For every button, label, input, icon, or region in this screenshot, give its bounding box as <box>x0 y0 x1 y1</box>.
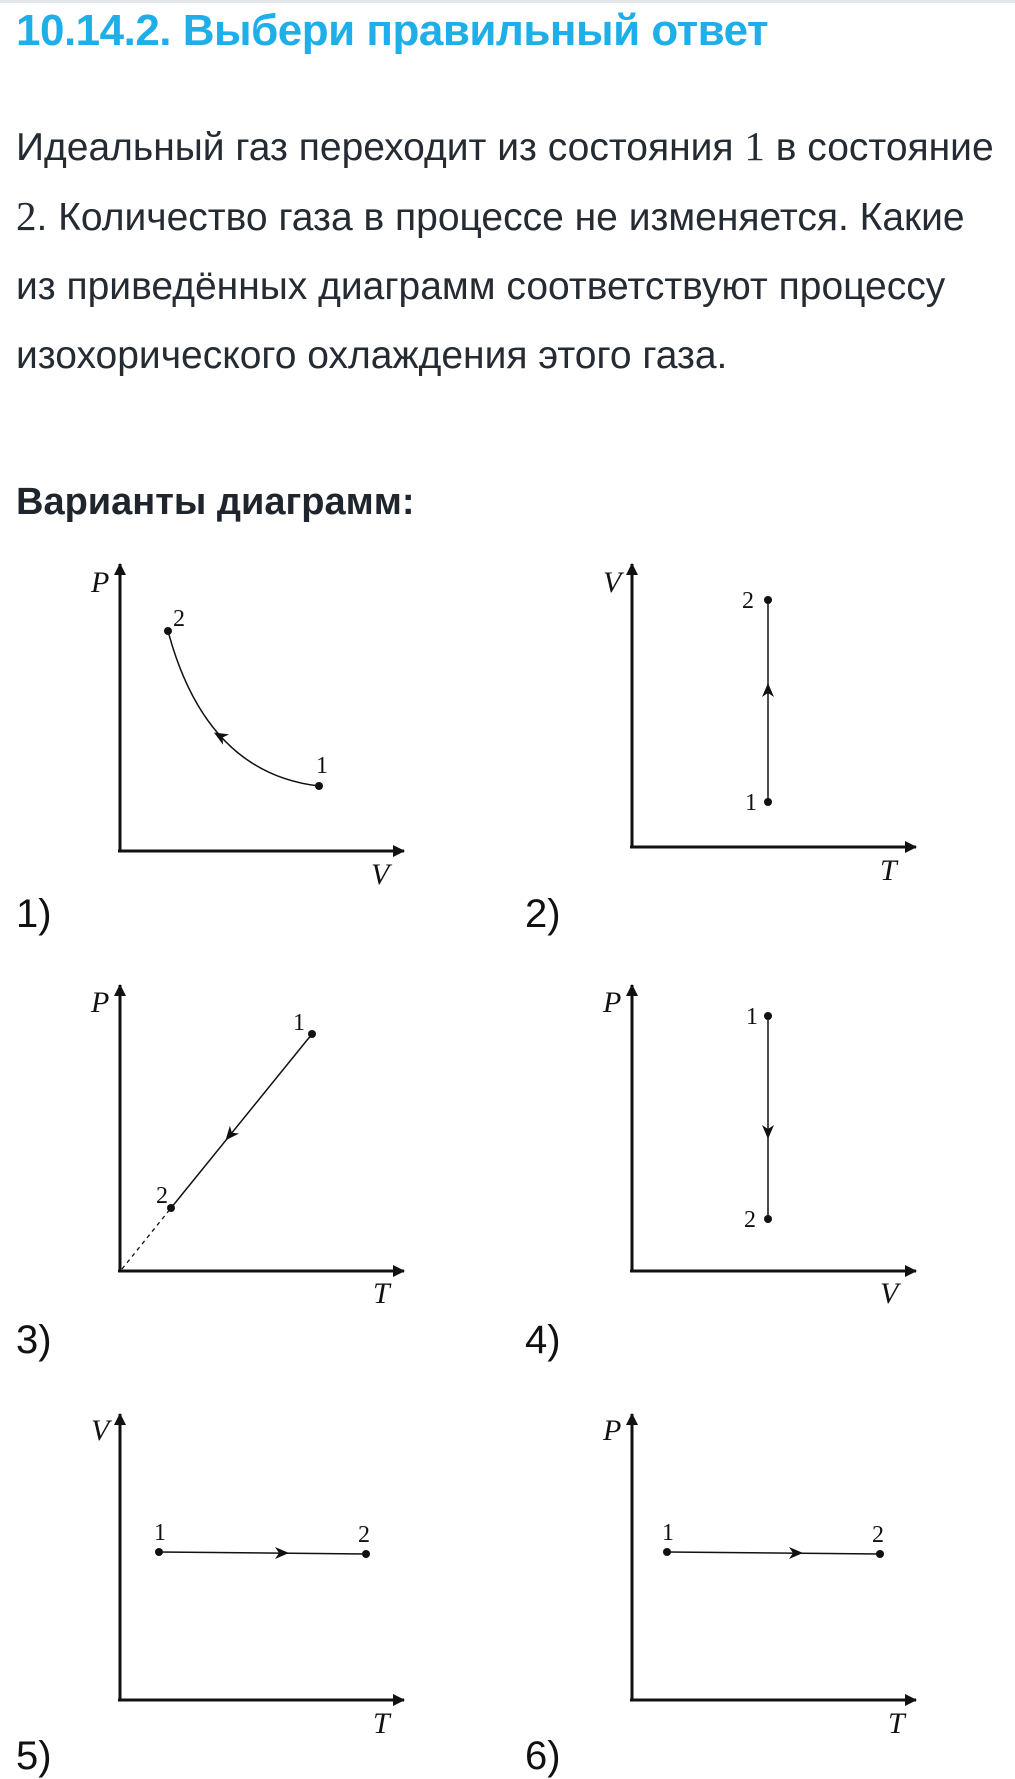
y-axis-label: P <box>91 986 110 1019</box>
point-1-label: 1 <box>316 753 328 779</box>
process-line <box>667 1552 880 1554</box>
diagram-1[interactable] <box>70 555 420 895</box>
y-axis-label: P <box>603 986 622 1019</box>
diagram-5[interactable] <box>70 1405 420 1751</box>
option-3-label[interactable]: 3) <box>16 1318 52 1362</box>
point-2 <box>764 596 772 604</box>
point-1 <box>663 1548 671 1556</box>
option-1-label[interactable]: 1) <box>16 892 52 936</box>
point-1-label: 1 <box>745 790 757 816</box>
x-axis-label: T <box>373 1707 390 1740</box>
process-line <box>171 1034 312 1208</box>
option-6-label[interactable]: 6) <box>525 1734 561 1778</box>
x-axis-label: T <box>373 1277 390 1310</box>
option-4-label[interactable]: 4) <box>525 1318 561 1362</box>
option-5-label[interactable]: 5) <box>16 1734 52 1778</box>
extrapolation-dashed-line <box>122 1208 171 1269</box>
point-2-label: 2 <box>173 606 185 632</box>
point-2 <box>164 627 172 635</box>
y-axis-label: V <box>91 1414 110 1447</box>
point-1 <box>155 1548 163 1556</box>
page-title: 10.14.2. Выбери правильный ответ <box>16 6 769 55</box>
option-2-label[interactable]: 2) <box>525 892 561 936</box>
question-part-3: . Количество газа в процессе не изменяется. Какие из приведённых диаграмм соответствуют процессу изохорического охлаждения этого газа. <box>16 196 965 377</box>
x-axis-label: T <box>888 1707 905 1740</box>
point-1 <box>764 798 772 806</box>
diagram-6[interactable] <box>590 1405 940 1751</box>
point-2-label: 2 <box>156 1183 168 1209</box>
y-axis-label: P <box>91 566 110 599</box>
state-2-number: 2 <box>16 193 37 239</box>
point-1 <box>764 1012 772 1020</box>
options-title: Варианты диаграмм: <box>16 481 415 523</box>
diagram-2[interactable] <box>590 555 940 895</box>
y-axis-label: V <box>603 566 622 599</box>
point-1-label: 1 <box>154 1520 166 1546</box>
y-axis-label: P <box>603 1414 622 1447</box>
point-1 <box>315 782 323 790</box>
point-2 <box>764 1215 772 1223</box>
diagram-3[interactable] <box>70 975 420 1310</box>
point-2-label: 2 <box>744 1207 756 1233</box>
diagram-4[interactable] <box>590 975 940 1310</box>
point-2-label: 2 <box>872 1522 884 1548</box>
question-text <box>16 112 1006 390</box>
point-2 <box>167 1204 175 1212</box>
x-axis-label: V <box>880 1277 899 1310</box>
point-1-label: 1 <box>662 1520 674 1546</box>
state-1-number: 1 <box>744 123 765 169</box>
point-2-label: 2 <box>742 588 754 614</box>
x-axis-label: T <box>880 854 897 887</box>
point-1 <box>308 1030 316 1038</box>
top-divider <box>0 0 1015 3</box>
x-axis-label: V <box>371 858 390 891</box>
process-curve <box>168 631 319 786</box>
point-2 <box>362 1550 370 1558</box>
point-1-label: 1 <box>746 1004 758 1030</box>
point-2-label: 2 <box>358 1522 370 1548</box>
point-2 <box>876 1550 884 1558</box>
point-1-label: 1 <box>293 1010 305 1036</box>
process-line <box>159 1552 366 1554</box>
question-part-1: Идеальный газ переходит из состояния <box>16 126 745 169</box>
question-part-2: в состояние <box>764 126 994 169</box>
